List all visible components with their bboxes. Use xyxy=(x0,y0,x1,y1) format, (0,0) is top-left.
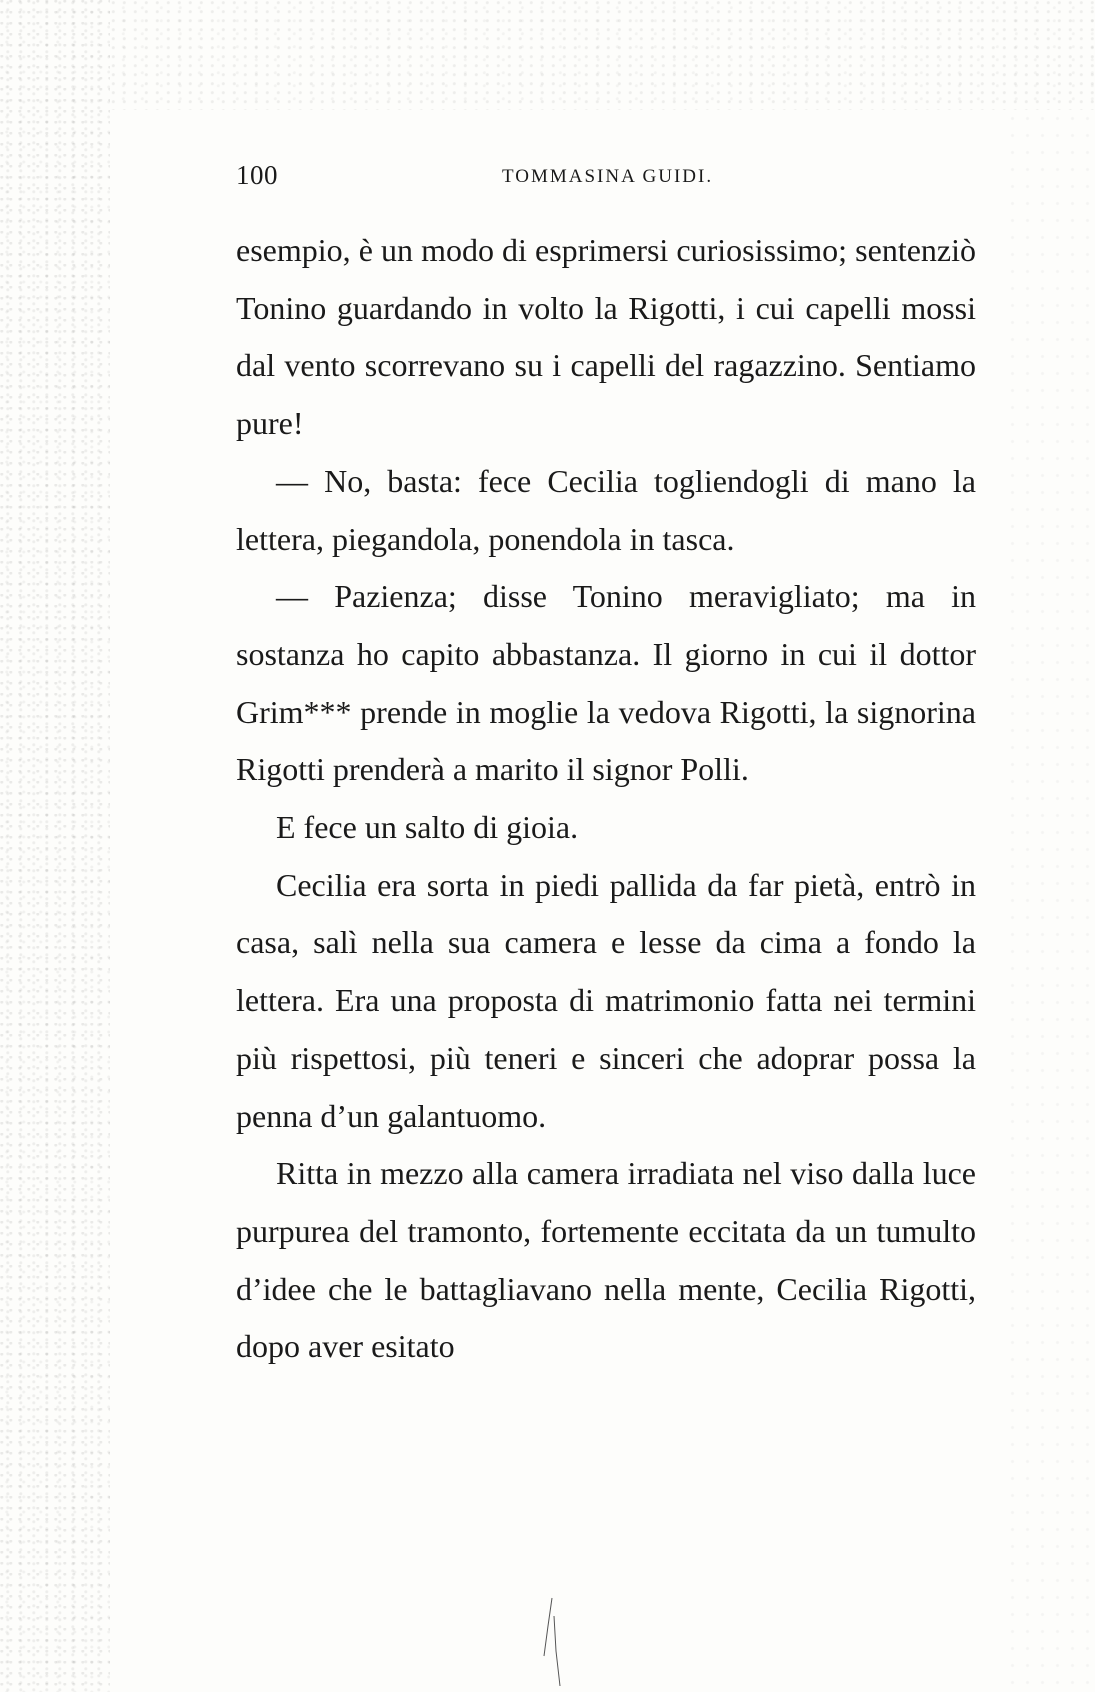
scan-noise-right xyxy=(1005,110,1095,1692)
page-header xyxy=(236,160,976,196)
scan-artifact-mark xyxy=(530,1596,570,1692)
paragraph-3: — Pazienza; disse Tonino meravigliato; ma in sostanza ho capito abbastanza. Il giorno in cui il dottor Grim*** prende in moglie la vedova Rigotti, la signorina Rigotti prenderà a marito il signor Polli. xyxy=(236,578,976,788)
paragraph-5: Cecilia era sorta in piedi pallida da far pietà, entrò in casa, salì nella sua camera e lesse da cima a fondo la lettera. Era una proposta di matrimonio fatta nei termini più rispettosi, più teneri e sinceri che adoprar possa la penna d’un galantuomo. xyxy=(236,866,976,1134)
running-head: TOMMASINA GUIDI. xyxy=(502,166,714,187)
paragraph-4: E fece un salto di gioia. xyxy=(276,809,579,846)
scan-noise-top xyxy=(110,0,1095,110)
paragraph-1: esempio, è un modo di esprimersi curiosissimo; sentenziò Tonino guardando in volto la Rigotti, i cui capelli mossi dal vento scorrevano su i capelli del ragazzino. Sentiamo pure! xyxy=(236,232,976,442)
body-text xyxy=(236,222,976,1376)
scan-noise-left xyxy=(0,0,110,1692)
paragraph-6: Ritta in mezzo alla camera irradiata nel viso dalla luce purpurea del tramonto, fortemente eccitata da un tumulto d’idee che le battagliavano nella mente, Cecilia Rigotti, dopo aver esitato xyxy=(236,1155,976,1365)
page-number: 100 xyxy=(236,160,278,190)
paragraph-2: — No, basta: fece Cecilia togliendogli di mano la lettera, piegandola, ponendola in tasca. xyxy=(236,462,976,557)
